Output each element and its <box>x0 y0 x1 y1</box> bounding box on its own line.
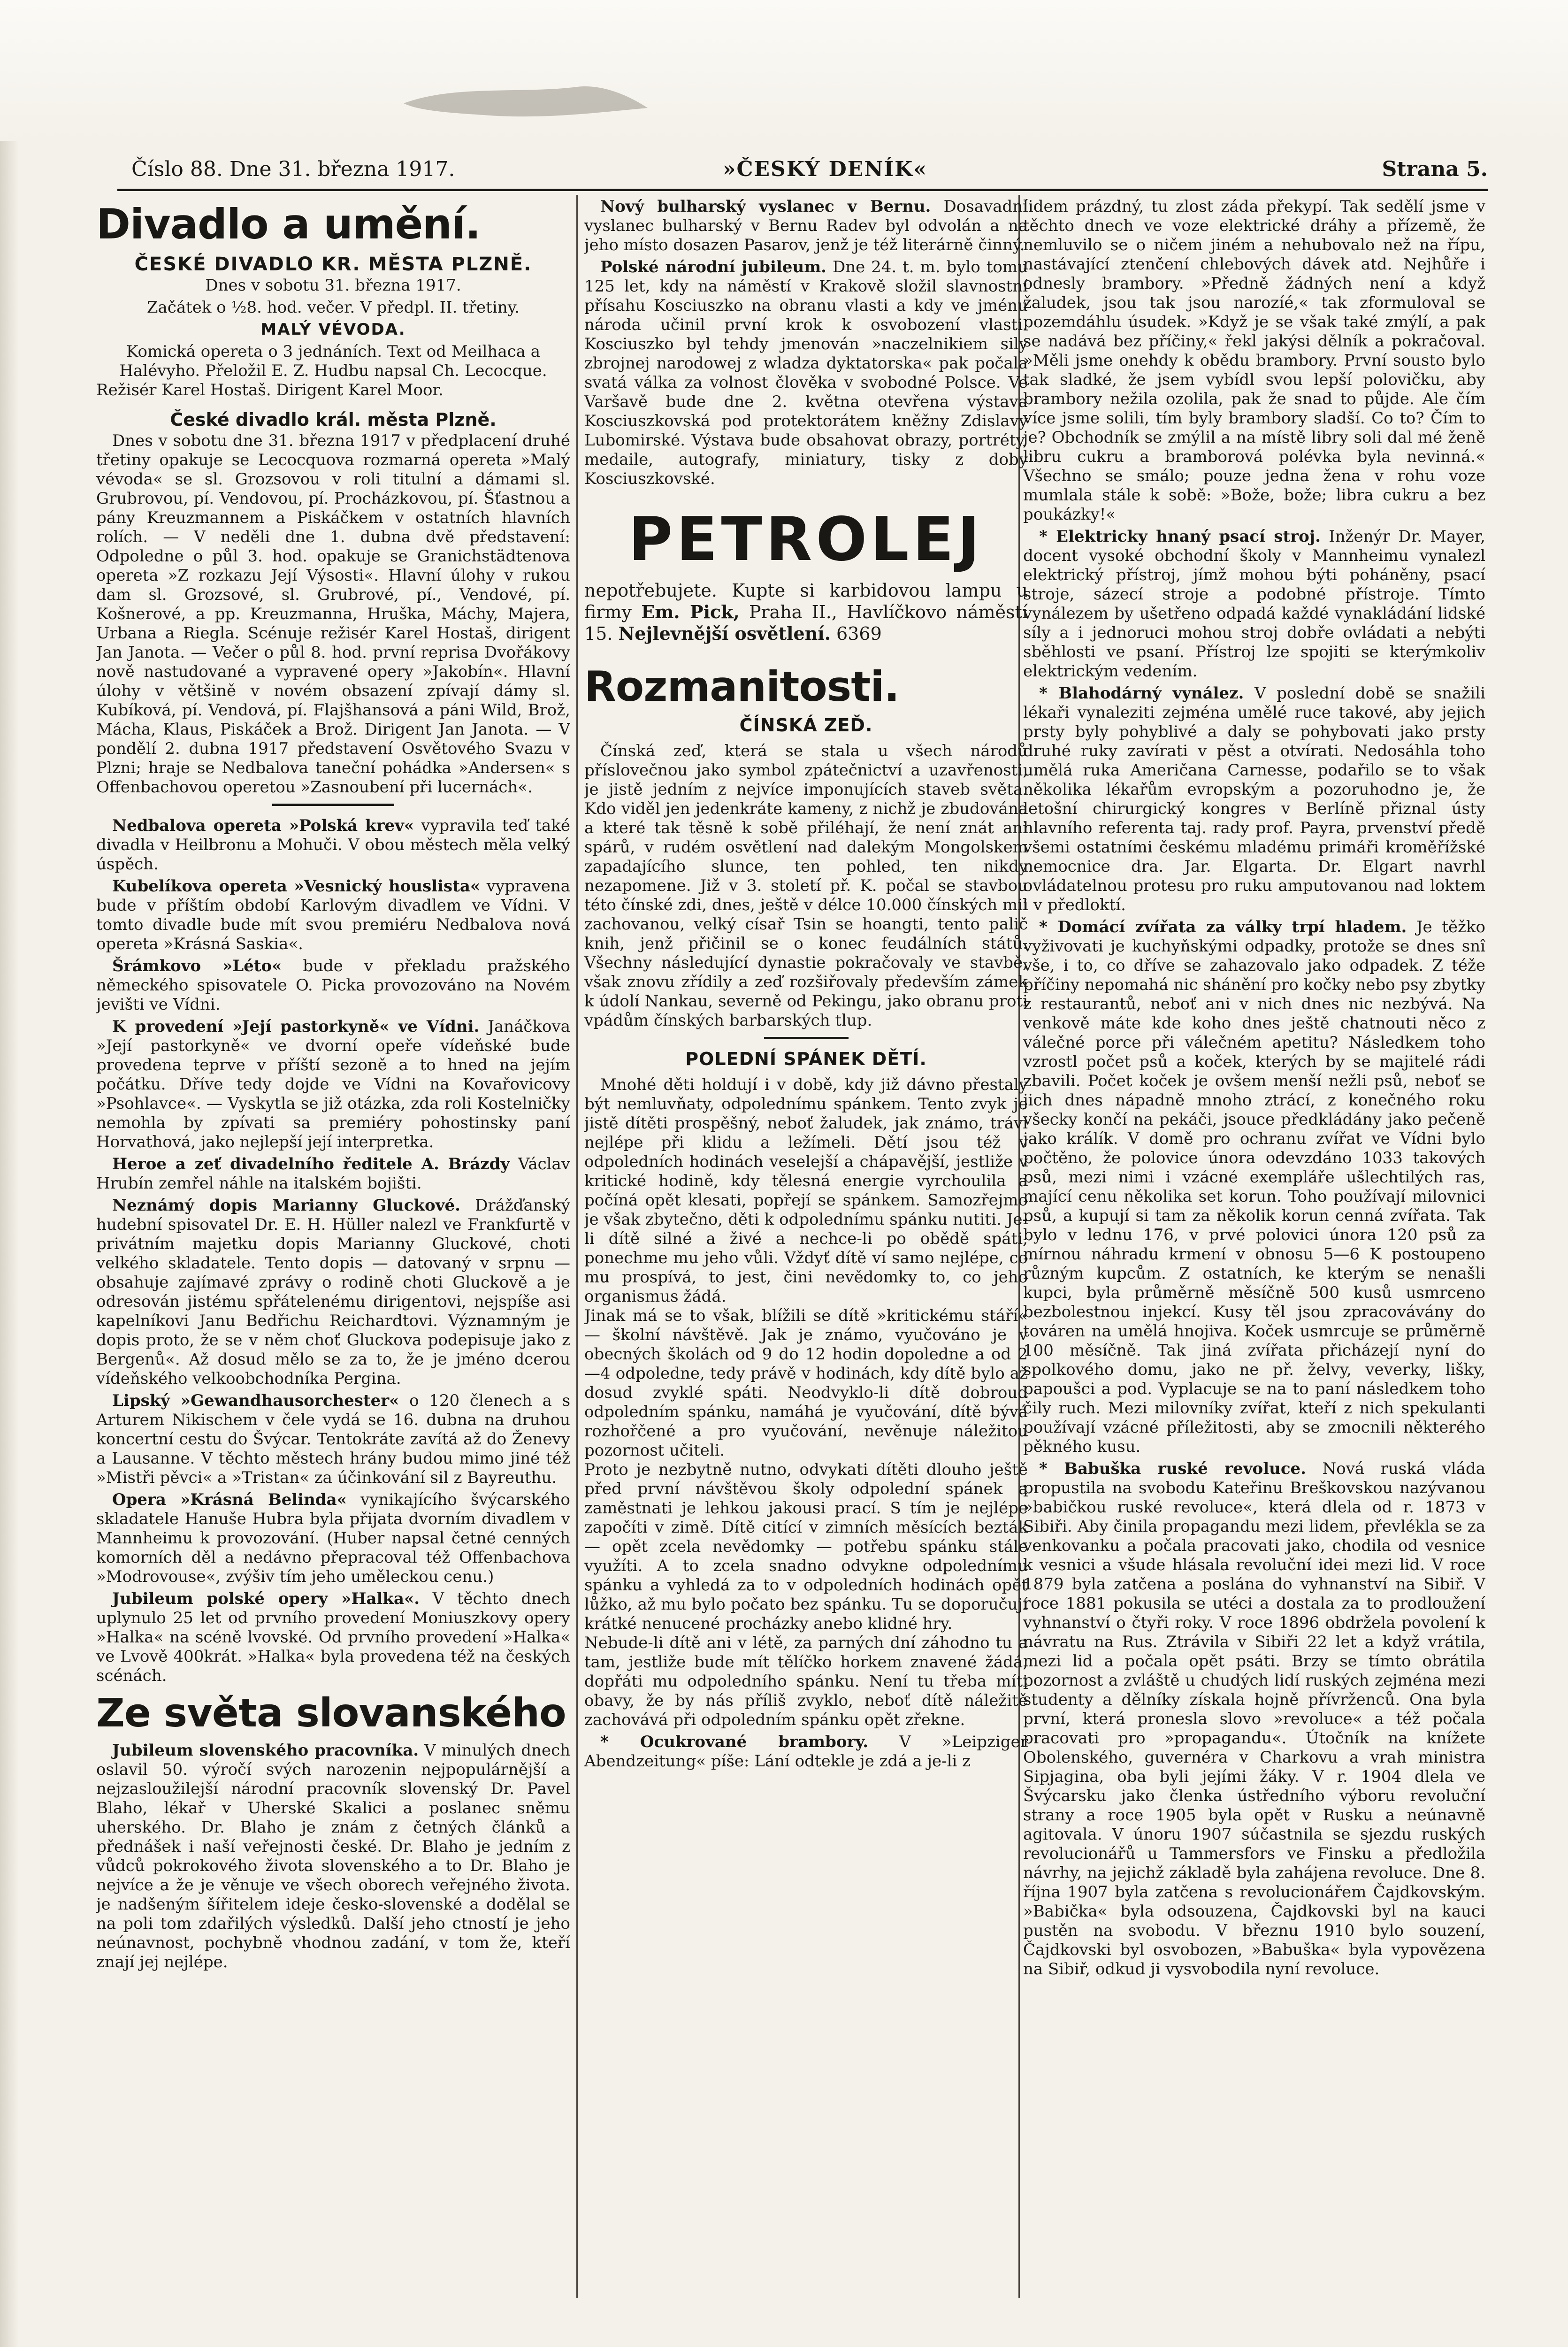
news-item: Nedbalova opereta »Polská krev« vypravila teď také divadla v Heilbronu a Mohuči. V obou městech měla velký úspěch. <box>96 816 570 874</box>
news-item: * Elektricky hnaný psací stroj. Inženýr Dr. Mayer, docent vysoké obchodní školy v Mannheimu vynalezl elektrický přístroj, jímž mohou býti poháněny, psací stroje, sázecí stroje a podobné přístroje. Tímto vynálezem by ušetřeno odpadá každé vynakládání lidské síly a i jednoruci mohou stroj dobře ovládati a nebýti sběhlosti ve psaní. Přístroj lze spojiti se kterýmkoliv elektrickým vedením. <box>1023 527 1485 681</box>
play-description: Komická opereta o 3 jednáních. Text od Meilhaca a Halévyho. Přeložil E. Z. Hudbu napsal Ch. Lecocque. <box>119 342 547 380</box>
news-item: Lipský »Gewandhausorchester« o 120 členech a s Arturem Nikischem v čele vydá se 16. dubna na druhou koncertní cestu do Švýcar. Tentokráte zavítá až do Ženevy a Lausanne. V těchto městech hrány budou mimo jiné též »Mistři pěvci« a »Tristan« za účinkování sil z Bayreuthu. <box>96 1391 570 1487</box>
column-rule-1 <box>576 195 578 2298</box>
advertisement <box>584 507 1028 644</box>
article-body: Čínská zeď, která se stala u všech národů příslovečnou jako symbol zpátečnictví a uzavřenosti, je jistě jedním z nejvíce imponujících staveb světa. Kdo viděl jen jedenkráte kameny, z nichž je zbudována a které tak těsně k sobě přiléhají, že není znát ani spárů, v rudém osvětlení nad dalekým Mongolskem zapadajícího slunce, ten pohled, ten nikdy nezapomene. Již v 3. století př. K. počal se stavbou této čínské zdi, dnes, ještě v délce 10.000 čínských mil zachovanou, velký císař Tsin se hoangti, tento palič knih, jenž přičinil se o konec feudálních států. Všechny následující dynastie pokračovaly ve stavbě, však znovu zřídily a zeď rozšiřovaly především zámek k údolí Nankau, severně od Pekingu, jako obranu proti vpádům čínských barbarských tlup. <box>584 742 1028 1030</box>
theatre-news: Dnes v sobotu dne 31. března 1917 v předplacení druhé třetiny opakuje se Lecocquova rozmarná opereta »Malý vévoda« se sl. Grozsovou v roli titulní a dámami sl. Grubrovou, pí. Vendovou, pí. Procházkovou, pí. Šťastnou a pány Kreuzmannem a Piskáčkem v ostatních hlavních rolích. — V neděli dne 1. dubna dvě představení: Odpoledne o půl 3. hod. opakuje se Granichstädtenova opereta »Z rozkazu Její Výsosti«. Hlavní úlohy v rukou dam sl. Grozsové, sl. Grubrové, pí., Vendové, pí. Košnerové, a pp. Kreuzmanna, Hruška, Máchy, Majera, Urbana a Riegla. Scénuje režisér Karel Hostaš, dirigent Jan Janota. — Večer o půl 8. hod. první reprisa Dvořákovy nově nastudované a vypravené opery »Jakobín«. Hlavní úlohy v většině v novém obsazení zpívají dámy sl. Kubíková, pí. Vendová, pí. Flajšhansová a páni Wild, Brož, Mácha, Klaus, Piskáček a Brož. Dirigent Jan Janota. — V pondělí 2. dubna 1917 představení Osvětového Svazu v Plzni; hraje se Nedbalova taneční pohádka »Andersen« s Offenbachovou operetou »Zasnoubení při lucernách«. <box>96 431 570 797</box>
article-heading: POLEDNÍ SPÁNEK DĚTÍ. <box>685 1049 927 1069</box>
section-title-slavic: Ze světa slovanského <box>96 1690 566 1736</box>
news-item: Kubelíkova opereta »Vesnický houslista« vypravena bude v příštím období Karlovým divadlem ve Vídni. V tomto divadle bude mít svou premiéru Nedbalova nová opereta »Krásná Saskia«. <box>96 877 570 953</box>
play-director: Režisér Karel Hostaš. Dirigent Karel Moor. <box>96 381 444 399</box>
column-3 <box>1023 197 1485 2319</box>
news-item: Jubileum slovenského pracovníka. V minulých dnech oslavil 50. výročí svých narozenin nejpopulárnější a nejzasloužilejší národní pracovník slovenský Dr. Pavel Blaho, lékař v Uherské Skalici a poslanec sněmu uherského. Dr. Blaho je znám z četných článků a přednášek i naší veřejnosti české. Dr. Blaho je jedním z vůdců pokrokového života slovenského a to Dr. Blaho je nejvíce a že je věnuje ve všech oborech veřejného života. je nadšeným šířitelem ideje česko-slovenské a dodělal se na poli tom zdařilých výsledků. Další jeho ctností je jeho neúnavnost, pochybně vhodnou zadání, v tom že, kteří znají jej nejlépe. <box>96 1741 570 1971</box>
news-item: * Domácí zvířata za války trpí hladem. Je těžko vyživovati je kuchyňskými odpadky, protože se dnes snî vše, i to, co dříve se zahazovalo jako odpadek. Z téže příčiny nepomahá nic shánění pro kočky nebo psy zbytky z restaurantů, neboť ani v nich dnes nic nezbývá. Na venkově máte kde koho dnes ještě chatnouti něco z válečné porce při válečném apetitu? Následkem toho vzrostl počet psů a koček, kterých by se majitelé rádi zbavili. Počet koček je ovšem menší nežli psů, neboť se jich dnes nápadně mnoho ztrácí, z konečného roku všecky končí na pekáči, jsouce předkládány jako pečeně jako králík. V domě pro ochranu zvířat ve Vídni bylo počtěno, že polovice února odevzdáno 1033 takových psů, mezi nimi i vzácné exempláře ušlechtilých ras, mající cenu několika set korun. Toho používají milovnici psů, a kupují si tam za několik korun cenná zvířata. Tak bylo v lednu 176, v prvé polovici února 120 psů za mírnou náhradu krmení v obnosu 5—6 K postoupeno různým kupcům. Z ostatních, ke kterým se nenašli kupci, byla průměrně měsíčně 500 kusů usmrceno bezbolestnou injekcí. Kusy těl jsou zpracovávány do továren na umělá hnojiva. Koček usmrcuje se průměrně 100 měsíčně. Tak jiná zvířata přicházejí nyní do spolkového domu, jako ne př. želvy, veverky, lišky, papoušci a pod. Vyplacuje se na to paní následkem toho čily ruch. Mezi milovníky zvířat, kteří z nich spekulanti používají vzácné příležitosti, aby se zmocnili některého pěkného kusu. <box>1023 918 1485 1456</box>
news-item: * Blahodárný vynález. V poslední době se snažili lékaři vynaleziti zejména umělé ruce takové, aby jejich prsty byly pohyblivé a daly se pohybovati jako prsty druhé ruky zavírati v pěst a otvírati. Nedosáhla toho umělá ruka Američana Carnesse, podařilo se to však několika lékařům evropským a pozoruhodno je, že letošní chirurgický kongres v Berlíně přiznal ústy hlavního referenta taj. rady prof. Payra, prvenství předě všemi ostatními českému mladému primáři kroměřížské nemocnice dra. Jar. Elgarta. Dr. Elgart navrhl ovládatelnou protesu pro ruku amputovanou nad loktem i v předloktí. <box>1023 684 1485 914</box>
divider <box>764 1037 849 1039</box>
news-item: Šrámkovo »Léto« bude v překladu pražského německého spisovatele O. Picka provozováno na Novém jevišti ve Vídni. <box>96 957 570 1014</box>
ad-body: nepotřebujete. Kupte si karbidovou lampu u firmy Em. Pick, Praha II., Havlíčkovo náměstí 15. Nejlevnější osvětlení. 6369 <box>584 580 1028 644</box>
news-item: Heroe a zeť divadelního ředitele A. Brázdy Václav Hrubín zemřel náhle na italském bojišti. <box>96 1155 570 1193</box>
column-2 <box>584 197 1028 2319</box>
news-item: Neznámý dopis Marianny Gluckové. Drážďanský hudební spisovatel Dr. E. H. Hüller nalezl ve Frankfurtě v privátním majetku dopis Marianny Gluckové, choti velkého skladatele. Tento dopis — datovaný v srpnu — obsahuje zajímavé zprávy o rodině choti Gluckově a je odresován jistému spřátelenému dirigentovi, nejspíše asi kapelníkovi Janu Bedřichu Reichardtovi. Významným je dopis proto, že se v něm choť Gluckova podepisuje jako z Bergenů«. Až dosud mělo se za to, že je jméno dcerou vídeňského velkoobchodníka Pergina. <box>96 1196 570 1388</box>
play-credits <box>96 342 570 400</box>
news-item: Polské národní jubileum. Dne 24. t. m. bylo tomu 125 let, kdy na náměstí v Krakově složil slavnostní přísahu Kosciuszko na obranu vlasti a kdy ve jménu národa učinil první krok k osvobození vlasti. Kosciuszko byl tehdy jmenován »naczelnikiem sily zbrojnej narodowej z wladza dyktatorska« pak počala svatá válka za volnost člověka v svobodné Polsce. Ve Varšavě bude dne 2. května otevřena výstava Kosciuszkovská pod protektorátem kněžny Zdislavy Lubomirské. Výstava bude obsahovat obrazy, portréty, medaile, autografy, miniatury, tisky z doby Kosciuszkovské. <box>584 258 1028 488</box>
ad-brand: PETROLEJ <box>628 505 984 575</box>
divider <box>272 804 394 806</box>
header-rule <box>117 189 1488 191</box>
news-item: * Babuška ruské revoluce. Nová ruská vláda propustila na svobodu Kateřinu Breškovskou nazývanou »babičkou ruské revoluce«, která dlela od r. 1873 v Sibiři. Aby činila propagandu mezi lidem, převlékla se za venkovanku a počala pracovati jako, chodila od vesnice k vesnici a všude hlásala revoluční idei mezi lid. V roce 1879 byla zatčena a poslána do vyhnanství na Sibiř. V roce 1881 pokusila se utéci a dostala za to prodloužení vyhnanství o čtyři roky. V roce 1896 obdržela povolení k návratu na Rus. Ztrávila v Sibiři 22 let a když vrátila, mezi lid a počala opět psáti. Brzy se tímto obrátila pozornost a zvláště u chudých lidí ruských zejména mezi studenty a dělníky získala hojně přívrženců. Ona byla první, která pronesla slovo »revoluce« a též počala pracovati pro »propagandu«. Útočník na knížete Obolenského, guvernéra v Charkovu a vrah ministra Sipjagina, oba byli jejími žáky. V r. 1904 dlela ve Švýcarsku jako členka ústředního výboru revoluční strany a roce 1905 byla opět v Rusku a neúnavně agitovala. V únoru 1907 súčastnila se sjezdu ruských revolucionářů u Tammersfors ve Finsku a předložila návrhy, na jejichž základě byla zahájena revoluce. Dne 8. října 1907 byla zatčena s revolucionářem Čajdkovským. »Babička« byla odsouzena, Čajdkovski byl na kauci pustěn na svobodu. V březnu 1910 bylo souzení, Čajdkovski byl osvobozen, »Babuška« byla vypovězena na Sibiř, odkud ji vysvobodila nyní revoluce. <box>1023 1459 1485 1979</box>
column-1 <box>96 197 570 2319</box>
section-title-theatre: Divadlo a umění. <box>96 200 481 248</box>
news-item: Nový bulharský vyslanec v Bernu. Dosavadní vyslanec bulharský v Bernu Radev byl odvolán a na jeho místo dosazen Pasarov, jenž je též literárně činný. <box>584 197 1028 254</box>
page-number: Strana 5. <box>1382 157 1488 181</box>
ad-code: 6369 <box>836 623 882 644</box>
play-title: MALÝ VÉVODA. <box>260 320 406 339</box>
news-item: Opera »Krásná Belinda« vynikajícího švýcarského skladatele Hanuše Hubra byla přijata dvorním divadlem v Mannheimu k provozování. (Huber napsal četné cenných komorních děl a nedávno přepracoval též Offenbachova »Modrovouse«, zvýšiv tím jeho uměleckou cenu.) <box>96 1490 570 1586</box>
article-continuation: lidem prázdný, tu zlost záda překypí. Tak sedělí jsme v těchto dnech ve voze elektrické dráhy a přízemě, že nemluvilo se o ničem jiném a nehubovalo než na řípu, nastávající ztenčení chlebových dávek atd. Nejhůře i odnesly brambory. »Předně žádných není a když žaludek, jsou tak jsou narozíé,« tak zformuloval se pozemdáhlu úsudek. »Když je se však také zmýlí, a pak se nadává bez příčiny,« řekl jakýsi dělník a pokračoval. »Měli jsme onehdy k obědu brambory. První sousto bylo tak sladké, že jsem vybídl svou lepší polovičku, aby brambory nežila ozolila, pak že snad to půjde. Ale čím více jsme solili, tím byly brambory sladší. Co to? Čím to je? Obchodník se zmýlil a na místě libry soli dal mé ženě libru cukru a bramborová polévka byla nevinná.« Všechno se smálo; pouze jedna žena v rohu voze mumlala stále k sobě: »Bože, bože; libra cukru a bez poukázky!« <box>1023 197 1485 524</box>
ink-smudge <box>399 75 652 127</box>
performance-start: Začátek o ½8. hod. večer. V předpl. II. třetiny. <box>146 298 520 317</box>
paper-edge <box>0 0 19 2347</box>
performance-date: Dnes v sobotu 31. března 1917. <box>205 276 461 295</box>
newspaper-title: »ČESKÝ DENÍK« <box>723 157 927 181</box>
news-item: * Ocukrované brambory. V »Leipziger Abendzeitung« píše: Lání odtekle je zdá a je-li z <box>584 1733 1028 1771</box>
section-title-misc: Rozmanitosti. <box>584 662 899 711</box>
theatre-name: ČESKÉ DIVADLO KR. MĚSTA PLZNĚ. <box>134 253 532 275</box>
theatre-subheading: České divadlo král. města Plzně. <box>170 409 497 430</box>
news-item: Jubileum polské opery »Halka«. V těchto dnech uplynulo 25 let od prvního provedení Moniuszkovy opery »Halka« na scéně lvovské. Od prvního provedení »Halka« ve Lvově 400krát. »Halka« byla provedena též na českých scénách. <box>96 1589 570 1685</box>
page-header <box>117 157 1488 185</box>
article-body: Mnohé děti holdují i v době, kdy již dávno přestaly být nemluvňaty, odpolednímu spánkem. Tento zvyk je jistě dítěti prospěšný, neboť žaludek, jak známo, tráví nejlépe při klidu a ležímeli. Dětí jsou též v odpoledních hodinách veselejší a chápavější, jestliže v kritické hodině, kdy tělesná energie vyrchoulila a počíná opět klesati, popřejí se spánkem. Samozřejmo je však zbytečno, děti k odpolednímu spánku nutiti. Je-li dítě silné a živé a nechce-li po obědě spáti, ponechme mu jeho vůli. Vždyť dítě ví samo nejlépe, co mu prospívá, to jest, čini nevědomky to, co jeho organismus žádá. Jinak má se to však, blížili se dítě »kritickému stáří« — školní návštěvě. Jak je známo, vyučováno je v obecných školách od 9 do 12 hodin dopoledne a od 2—4 odpoledne, tedy právě v hodinách, kdy dítě bylo až dosud zvyklé spáti. Neodvyklo-li dítě dobroud odpoledním spánku, namáhá je vyučování, dítě bývá rozhořčené a pro vyučování, nevěnuje náležitou pozornost učiteli. Proto je nezbytně nutno, odvykati dítěti dlouho ještě před první návštěvou školy odpolední spánek a zaměstnati je lehkou jakousi prací. S tím je nejlépe započíti v zimě. Dítě citící v zimních měsících bezták — opět zcela nevědomky — potřebu spánku stále využíti. A to zcela snadno odvykne odpolednímu spánku a vyhledá za to v odpoledních hodinách opět lůžko, až mu bylo počato bez spánku. Tu se doporučují krátké nenucené procházky anebo klidné hry. Nebude-li dítě ani v létě, za parných dní záhodno tu a tam, jestliže bude mít tělíčko horkem znavené žádá, dopřáti mu odpoledního spánku. Není tu třeba míti obavy, že by nás příliš zvyklo, neboť dítě náležitě zachovává při odpoledním spánku opět zřekne. <box>584 1075 1028 1729</box>
news-item: K provedení »Její pastorkyně« ve Vídni. Janáčkova »Její pastorkyně« ve dvorní opeře vídeňské bude provedena teprve v příští sezoně a to hned na jejím počátku. Dříve tedy dojde ve Vídni na Kovařovicovy »Psohlavce«. — Vyskytla se již otázka, zda roli Kostelničky nemohla by zpívati sa premiéry pohostinsky paní Horvathová, jako nejlepší její interpretka. <box>96 1017 570 1151</box>
issue-date: Číslo 88. Dne 31. března 1917. <box>131 157 455 181</box>
scan-margin <box>0 0 1568 141</box>
article-heading: ČÍNSKÁ ZEĎ. <box>739 715 873 736</box>
